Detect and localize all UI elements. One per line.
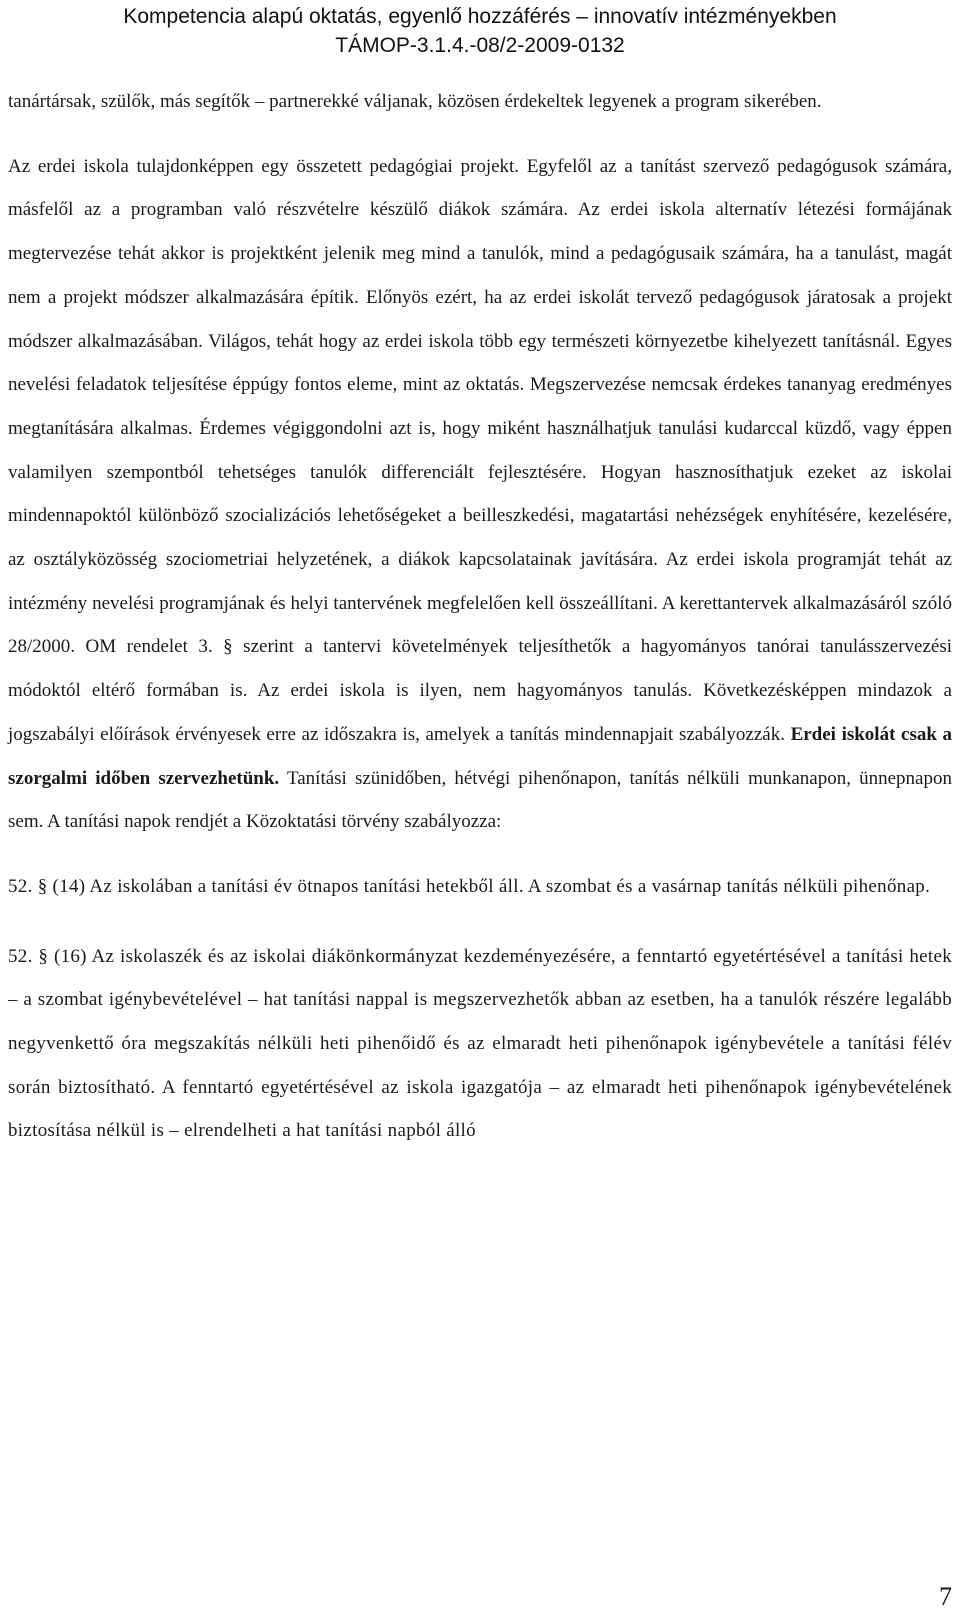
document-header <box>0 2 960 60</box>
page-number: 7 <box>939 1582 952 1611</box>
paragraph-main-text-end: Tanítási szünidőben, hétvégi pihenőnapon, tanítás nélküli munkanapon, ünnepnapon sem. A tanítási napok rendjét a Közoktatási törvény szabályozza: <box>8 767 952 833</box>
paragraph-main-text: Az erdei iskola tulajdonképpen egy összetett pedagógiai projekt. Egyfelől az a tanítást szervező pedagógusok számára, másfelől az a programban való részvételre készülő diákok számára. Az erdei iskola alternatív létezési formájának megtervezése tehát akkor is projektként jelenik meg mind a tanulók, mind a pedagógusaik számára, ha a tanulást, magát nem a projekt módszer alkalmazására építik. Előnyös ezért, ha az erdei iskolát tervező pedagógusok járatosak a projekt módszer alkalmazásában. Világos, tehát hogy az erdei iskola több egy természeti környezetbe kihelyezett tanításnál. Egyes nevelési feladatok teljesítése éppúgy fontos eleme, mint az oktatás. Megszervezése nemcsak érdekes tananyag eredményes megtanítására alkalmas. Érdemes végiggondolni azt is, hogy miként használhatjuk tanulási kudarccal küzdő, vagy éppen valamilyen szempontból tehetséges tanulók differenciált fejlesztésére. Hogyan hasznosíthatjuk ezeket az iskolai mindennapoktól különböző szocializációs lehetőségeket a beilleszkedési, magatartási nehézségek enyhítésére, kezelésére, az osztályközösség szociometriai helyzetének, a diákok kapcsolatainak javítására. Az erdei iskola programját tehát az intézmény nevelési programjának és helyi tantervének megfelelően kell összeállítani. A kerettantervek alkalmazásáról szóló 28/2000. OM rendelet 3. § szerint a tantervi követelmények teljesíthetők a hagyományos tanórai tanulásszervezési módoktól eltérő formában is. Az erdei iskola is ilyen, nem hagyományos tanulás. Következésképpen mindazok a jogszabályi előírások érvényesek erre az időszakra is, amelyek a tanítás mindennapjait szabályozzák. <box>8 155 952 745</box>
header-project-title: Kompetencia alapú oktatás, egyenlő hozzáférés – innovatív intézményekben <box>123 5 837 28</box>
paragraph-main-emphasis: Erdei iskolát csak a szorgalmi időben szervezhetünk. <box>8 723 953 789</box>
law-citation-52-16: 52. § (16) Az iskolaszék és az iskolai diákönkormányzat kezdeményezésére, a fenntartó egyetértésével a tanítási hetek – a szombat igénybevételével – hat tanítási nappal is megszervezhetők abban az esetben, ha a tanulók részére legalább negyvenkettő óra megszakítás nélküli heti pihenőidő és az elmaradt heti pihenőnapok igénybevétele a tanítási félév során biztosítható. A fenntartó egyetértésével az iskola igazgatója – az elmaradt heti pihenőnapok igénybevételének biztosítása nélkül is – elrendelheti a hat tanítási napból álló <box>8 945 952 1142</box>
law-citation-52-14: 52. § (14) Az iskolában a tanítási év ötnapos tanítási hetekből áll. A szombat és a vasárnap tanítás nélküli pihenőnap. <box>8 875 931 897</box>
document-body <box>8 80 952 1153</box>
paragraph-main <box>8 145 952 844</box>
header-project-code: TÁMOP-3.1.4.-08/2-2009-0132 <box>335 34 625 57</box>
paragraph-intro-continuation: tanártársak, szülők, más segítők – partnerekké váljanak, közösen érdekeltek legyenek a program sikerében. <box>8 91 822 112</box>
